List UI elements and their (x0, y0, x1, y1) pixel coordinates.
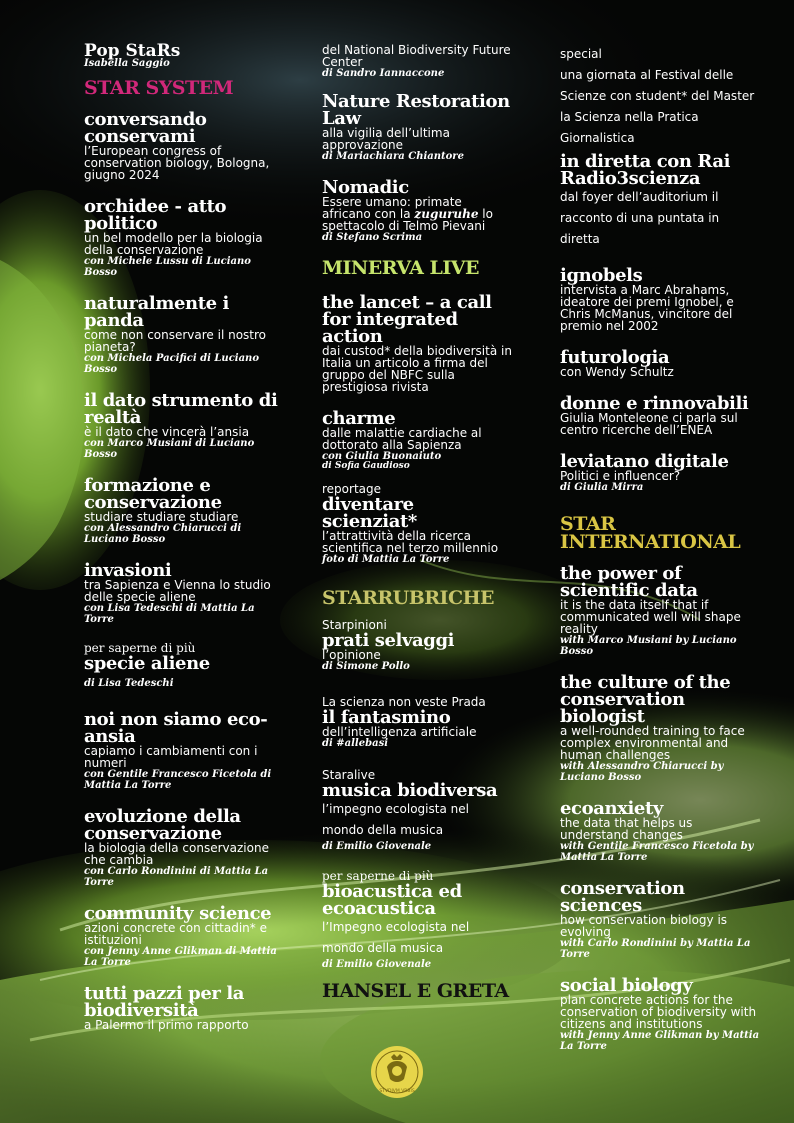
article-desc: studiare studiare studiare (84, 510, 239, 524)
desc-part-a: Essere umano: primate africano con la (322, 195, 462, 221)
article-title: musica biodiversa (322, 780, 498, 801)
article-diventare-scienziat[interactable] (322, 483, 512, 565)
article-credit: di Mariachiara Chiantore (322, 151, 464, 162)
article-title: evoluzione della conservazione (84, 806, 241, 844)
article-kicker: per saperne di più (84, 641, 196, 655)
article-panda[interactable] (84, 295, 284, 375)
article-kicker: reportage (322, 482, 382, 496)
article-credit: con Marco Musiani di Luciano Bosso (84, 438, 255, 460)
section-minerva-live: MINERVA LIVE (322, 257, 479, 279)
article-desc: a well-rounded training to face complex environmental and human challenges (560, 724, 745, 762)
article-title: prati selvaggi (322, 630, 455, 651)
article-ecoanxiety[interactable] (560, 800, 760, 863)
article-credit: di Sandro Iannaccone (322, 68, 445, 79)
article-eco-ansia[interactable] (84, 711, 284, 791)
article-conversando[interactable] (84, 111, 284, 181)
article-nomadic[interactable] (322, 179, 512, 243)
masthead-author: Isabella Saggio (84, 58, 170, 69)
article-desc: Politici e influencer? (560, 469, 681, 483)
university-seal-icon (370, 1045, 424, 1099)
article-title: the culture of the conservation biologist (560, 672, 731, 727)
article-title: Nature Restoration Law (322, 91, 510, 129)
article-desc: è il dato che vincerà l’ansia (84, 425, 250, 439)
desc-italic: zuguruhe (414, 207, 479, 221)
article-credit: di #allebasi (322, 738, 388, 749)
article-bioacustica[interactable] (322, 870, 512, 970)
article-desc: how conservation biology is evolving (560, 913, 728, 939)
article-invasioni[interactable] (84, 562, 284, 625)
article-desc: it is the data itself that if communicated well will shape reality (560, 598, 741, 636)
article-desc: l’impegno ecologista nel mondo della musica (322, 802, 469, 837)
article-kicker: Starpinioni (322, 618, 387, 632)
article-desc: the data that helps us understand changes (560, 816, 693, 842)
article-desc: la biologia della conservazione che cambia (84, 841, 269, 867)
article-credit: with Marco Musiani by Luciano Bosso (560, 635, 737, 657)
article-title: formazione e conservazione (84, 475, 222, 513)
article-desc: special una giornata al Festival delle Scienze con student* del Master la Scienza nella Pratica Giornalistica (560, 47, 755, 145)
article-title: conservation sciences (560, 878, 685, 916)
article-desc: dalle malattie cardiache al dottorato alla Sapienza (322, 426, 482, 452)
article-desc: dell’intelligenza artificiale (322, 725, 477, 739)
article-title: conversando conservami (84, 109, 207, 147)
article-community-science[interactable] (84, 905, 284, 968)
article-ignobels[interactable] (560, 267, 760, 332)
article-power-of-data[interactable] (560, 565, 760, 657)
article-donne-rinnovabili[interactable] (560, 395, 760, 436)
article-credit: con Giulia Buonaiuto (322, 451, 442, 462)
article-lancet[interactable] (322, 294, 512, 393)
article-title: community science (84, 903, 272, 924)
article-nature-restoration[interactable] (322, 93, 512, 162)
article-credit: with Alessandro Chiarucci by Luciano Bosso (560, 761, 724, 783)
article-desc: intervista a Marc Abrahams, ideatore dei premi Ignobel, e Chris McManus, vincitore del premio nel 2002 (560, 283, 734, 333)
article-title: specie aliene (84, 653, 210, 674)
article-desc: come non conservare il nostro pianeta? (84, 328, 267, 354)
article-social-biology[interactable] (560, 977, 760, 1052)
article-title: il fantasmino (322, 707, 451, 728)
article-desc: capiamo i cambiamenti con i numeri (84, 744, 258, 770)
article-title: charme (322, 408, 396, 429)
article-credit: con Michele Lussu di Luciano Bosso (84, 256, 251, 278)
article-credit: di Emilio Giovenale (322, 841, 432, 852)
article-kicker: Staralive (322, 768, 376, 782)
magazine-name: Pop StaRs (84, 41, 181, 61)
article-desc: alla vigilia dell’ultima approvazione (322, 126, 450, 152)
article-title: Nomadic (322, 177, 409, 198)
masthead (84, 41, 284, 69)
column-right (560, 44, 760, 1069)
article-orchidee[interactable] (84, 198, 284, 278)
article-desc: Giulia Monteleone ci parla sul centro ricerche dell’ENEA (560, 411, 738, 437)
article-kicker: per saperne di più (322, 869, 434, 883)
article-title: diventare scienziat* (322, 494, 417, 532)
article-evoluzione[interactable] (84, 808, 284, 888)
section-star-system: STAR SYSTEM (84, 77, 234, 99)
article-title: ecoanxiety (560, 798, 663, 819)
article-title: noi non siamo eco-ansia (84, 709, 268, 747)
article-radio3scienza[interactable] (560, 153, 760, 250)
desc-part-b: lo spettacolo di Telmo Pievani (322, 207, 493, 233)
article-title: tutti pazzi per la biodiversità (84, 983, 245, 1021)
article-leviatano[interactable] (560, 453, 760, 493)
article-credit: con Jenny Anne Glikman di Mattia La Torre (84, 946, 277, 968)
article-title: donne e rinnovabili (560, 393, 749, 414)
article-desc: l’Impegno ecologista nel mondo della musica (322, 920, 470, 955)
article-dato[interactable] (84, 392, 284, 460)
article-title: il dato strumento di realtà (84, 390, 278, 428)
article-kicker: La scienza non veste Prada (322, 695, 486, 709)
section-hansel-e-greta: HANSEL E GRETA (322, 980, 509, 1002)
article-title: the lancet – a call for integrated action (322, 292, 492, 347)
article-credit: con Lisa Tedeschi di Mattia La Torre (84, 603, 255, 625)
article-credit: with Carlo Rondinini by Mattia La Torre (560, 938, 751, 960)
article-desc: l’attrattività della ricerca scientifica nel terzo millennio (322, 529, 499, 555)
article-title: leviatano digitale (560, 451, 729, 472)
article-biodiversita[interactable] (84, 985, 284, 1031)
article-title: the power of scientific data (560, 563, 698, 601)
article-desc: con Wendy Schultz (560, 365, 674, 379)
article-credit: con Michela Pacifici di Luciano Bosso (84, 353, 259, 375)
article-desc: l’European congress of conservation biology, Bologna, giugno 2024 (84, 144, 270, 182)
article-desc: dai custod* della biodiversità in Italia un articolo a firma del gruppo del NBFC sulla prestigiosa rivista (322, 344, 512, 394)
section-star-international: STAR INTERNATIONAL (560, 513, 741, 553)
article-title: social biology (560, 975, 693, 996)
article-title: futurologia (560, 347, 670, 368)
article-formazione[interactable] (84, 477, 284, 545)
article-credit-author: di Sofia Gaudioso (322, 461, 410, 471)
article-credit: with Gentile Francesco Ficetola by Mattia La Torre (560, 841, 754, 863)
article-desc: un bel modello per la biologia della conservazione (84, 231, 263, 257)
article-desc: tra Sapienza e Vienna lo studio delle specie aliene (84, 578, 271, 604)
section-starrubriche: STARRUBRICHE (322, 587, 495, 609)
article-credit: di Giulia Mirra (560, 482, 644, 493)
article-fantasmino[interactable] (322, 696, 512, 749)
article-title: in diretta con Rai Radio3scienza (560, 151, 731, 189)
article-prati-selvaggi[interactable] (322, 619, 512, 672)
article-desc (322, 196, 512, 232)
article-credit: with Jenny Anne Glikman by Mattia La Torre (560, 1030, 760, 1052)
article-charme[interactable] (322, 410, 512, 471)
article-title: orchidee - atto politico (84, 196, 227, 234)
article-credit: di Lisa Tedeschi (84, 678, 174, 689)
article-credit: di Stefano Scrima (322, 232, 423, 243)
article-desc: del National Biodiversity Future Center (322, 43, 511, 69)
article-credit: foto di Mattia La Torre (322, 554, 450, 565)
article-musica-biodiversa[interactable] (322, 769, 512, 852)
article-credit: di Emilio Giovenale (322, 959, 432, 970)
article-culture-conservation[interactable] (560, 674, 760, 783)
article-desc: azioni concrete con cittadin* e istituzioni (84, 921, 267, 947)
article-title: invasioni (84, 560, 172, 581)
column-middle (322, 44, 512, 1000)
article-futurologia[interactable] (560, 349, 760, 378)
column-left (84, 41, 284, 1048)
article-specie-aliene[interactable] (84, 642, 284, 689)
article-festival-scienze[interactable] (560, 44, 760, 149)
article-conservation-sciences[interactable] (560, 880, 760, 960)
article-desc: a Palermo il primo rapporto (84, 1018, 249, 1032)
article-title: ignobels (560, 265, 643, 286)
article-title: naturalmente i panda (84, 293, 229, 331)
article-credit: con Alessandro Chiarucci di Luciano Bosso (84, 523, 242, 545)
article-credit: con Carlo Rondinini di Mattia La Torre (84, 866, 269, 888)
article-title: bioacustica ed ecoacustica (322, 881, 462, 919)
article-credit: con Gentile Francesco Ficetola di Mattia La Torre (84, 769, 272, 791)
article-desc: plan concrete actions for the conservation of biodiversity with citizens and institutions (560, 993, 757, 1031)
seal-text: STVDIVM VRBIS (379, 1089, 415, 1094)
article-desc: dal foyer dell’auditorium il racconto di una puntata in diretta (560, 190, 720, 246)
article-desc: l’opinione (322, 648, 381, 662)
article-credit: di Simone Pollo (322, 661, 410, 672)
article-nbfc[interactable] (322, 44, 512, 79)
